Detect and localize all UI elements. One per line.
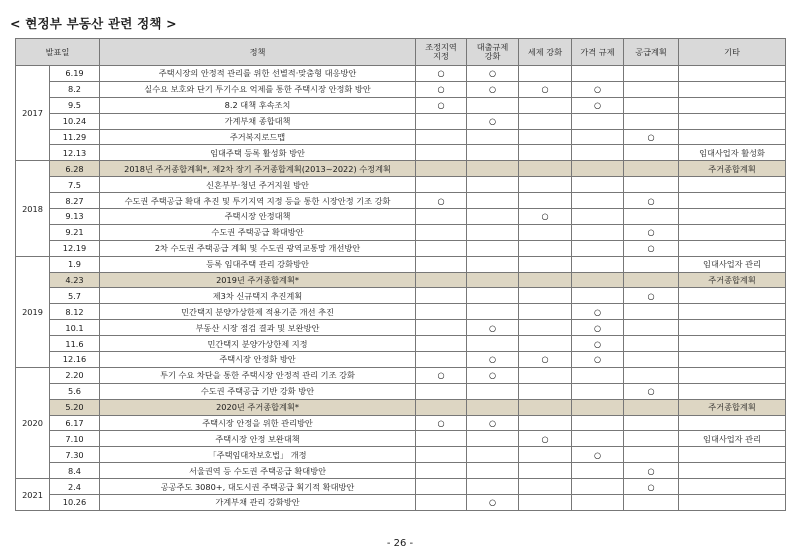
mark-loan-regulation: ○ [467, 113, 519, 129]
other-cell: 임대사업자 활성화 [679, 145, 786, 161]
mark-loan-regulation [467, 479, 519, 495]
table-row [16, 209, 786, 225]
policy-cell: 제3차 신규택지 추진계획 [100, 288, 416, 304]
table-row [16, 304, 786, 320]
date-cell: 10.1 [50, 320, 100, 336]
mark-loan-regulation: ○ [467, 367, 519, 383]
header-date: 발표일 [16, 39, 100, 66]
mark-price [572, 256, 624, 272]
mark-tax [519, 288, 572, 304]
policy-table [15, 38, 786, 511]
other-cell: 주거종합계획 [679, 161, 786, 177]
date-cell: 6.19 [50, 66, 100, 82]
mark-price [572, 177, 624, 193]
mark-tax [519, 447, 572, 463]
policy-cell: 주택시장 안정대책 [100, 209, 416, 225]
mark-loan-regulation [467, 193, 519, 209]
header-price: 가격 규제 [572, 39, 624, 66]
table-row [16, 288, 786, 304]
mark-loan-regulation [467, 240, 519, 256]
mark-tax [519, 495, 572, 511]
mark-adjust-area [416, 479, 467, 495]
policy-cell: 2018년 주거종합계획*, 제2차 장기 주거종합계획(2013~2022) 수정계획 [100, 161, 416, 177]
mark-loan-regulation: ○ [467, 66, 519, 82]
policy-cell: 8.2 대책 후속조치 [100, 97, 416, 113]
mark-supply [624, 66, 679, 82]
mark-supply [624, 352, 679, 368]
policy-cell: 가계부채 관리 강화방안 [100, 495, 416, 511]
mark-adjust-area [416, 431, 467, 447]
table-row [16, 431, 786, 447]
mark-adjust-area [416, 113, 467, 129]
table-row [16, 463, 786, 479]
date-cell: 12.13 [50, 145, 100, 161]
mark-price [572, 161, 624, 177]
mark-price [572, 209, 624, 225]
mark-tax [519, 97, 572, 113]
date-cell: 8.12 [50, 304, 100, 320]
mark-tax [519, 304, 572, 320]
mark-adjust-area [416, 336, 467, 352]
policy-cell: 신혼부부·청년 주거지원 방안 [100, 177, 416, 193]
policy-cell: 주거복지로드맵 [100, 129, 416, 145]
mark-price: ○ [572, 447, 624, 463]
other-cell [679, 320, 786, 336]
mark-loan-regulation: ○ [467, 415, 519, 431]
mark-loan-regulation [467, 383, 519, 399]
mark-tax [519, 240, 572, 256]
date-cell: 7.30 [50, 447, 100, 463]
mark-loan-regulation [467, 431, 519, 447]
date-cell: 5.6 [50, 383, 100, 399]
mark-supply: ○ [624, 224, 679, 240]
mark-adjust-area: ○ [416, 66, 467, 82]
other-cell [679, 81, 786, 97]
header-other: 기타 [679, 39, 786, 66]
mark-adjust-area [416, 352, 467, 368]
mark-supply [624, 367, 679, 383]
mark-adjust-area [416, 399, 467, 415]
mark-supply [624, 272, 679, 288]
mark-adjust-area [416, 240, 467, 256]
policy-cell: 주택시장 안정화 방안 [100, 352, 416, 368]
mark-supply [624, 81, 679, 97]
mark-supply: ○ [624, 479, 679, 495]
date-cell: 8.27 [50, 193, 100, 209]
year-cell: 2019 [16, 256, 50, 367]
mark-price [572, 431, 624, 447]
mark-supply [624, 161, 679, 177]
mark-adjust-area [416, 145, 467, 161]
year-cell: 2020 [16, 367, 50, 478]
other-cell [679, 129, 786, 145]
mark-price: ○ [572, 336, 624, 352]
table-row [16, 352, 786, 368]
policy-cell: 2019년 주거종합계획* [100, 272, 416, 288]
table-row [16, 129, 786, 145]
mark-adjust-area [416, 129, 467, 145]
policy-cell: 서울권역 등 수도권 주택공급 확대방안 [100, 463, 416, 479]
mark-price [572, 113, 624, 129]
date-cell: 2.4 [50, 479, 100, 495]
mark-adjust-area [416, 495, 467, 511]
other-cell: 임대사업자 관리 [679, 431, 786, 447]
mark-adjust-area: ○ [416, 193, 467, 209]
header-supply: 공급계획 [624, 39, 679, 66]
header-policy: 정책 [100, 39, 416, 66]
mark-price: ○ [572, 81, 624, 97]
mark-supply [624, 304, 679, 320]
date-cell: 12.16 [50, 352, 100, 368]
table-row [16, 495, 786, 511]
mark-tax [519, 463, 572, 479]
other-cell [679, 479, 786, 495]
other-cell [679, 463, 786, 479]
policy-cell: 주택시장의 안정적 관리를 위한 선별적·맞춤형 대응방안 [100, 66, 416, 82]
mark-adjust-area [416, 209, 467, 225]
mark-adjust-area [416, 256, 467, 272]
mark-tax [519, 66, 572, 82]
mark-tax [519, 224, 572, 240]
other-cell [679, 288, 786, 304]
mark-supply [624, 431, 679, 447]
mark-tax [519, 129, 572, 145]
policy-cell: 수도권 주택공급 확대방안 [100, 224, 416, 240]
table-row [16, 383, 786, 399]
mark-supply [624, 415, 679, 431]
date-cell: 12.19 [50, 240, 100, 256]
year-cell: 2017 [16, 66, 50, 161]
mark-loan-regulation [467, 256, 519, 272]
page-number: - 26 - [386, 538, 414, 549]
mark-price [572, 463, 624, 479]
mark-supply [624, 113, 679, 129]
table-row [16, 256, 786, 272]
mark-loan-regulation: ○ [467, 495, 519, 511]
date-cell: 7.10 [50, 431, 100, 447]
mark-adjust-area [416, 288, 467, 304]
mark-price: ○ [572, 97, 624, 113]
other-cell [679, 415, 786, 431]
mark-tax [519, 193, 572, 209]
mark-loan-regulation [467, 129, 519, 145]
other-cell [679, 113, 786, 129]
mark-supply [624, 145, 679, 161]
mark-supply [624, 320, 679, 336]
mark-adjust-area: ○ [416, 415, 467, 431]
table-row [16, 272, 786, 288]
date-cell: 1.9 [50, 256, 100, 272]
mark-adjust-area [416, 177, 467, 193]
mark-price [572, 495, 624, 511]
page-title: < 현정부 부동산 관련 정책 > [10, 16, 177, 31]
table-row [16, 97, 786, 113]
mark-price [572, 415, 624, 431]
other-cell: 임대사업자 관리 [679, 256, 786, 272]
policy-cell: 주택시장 안정 보완대책 [100, 431, 416, 447]
table-row [16, 113, 786, 129]
other-cell [679, 209, 786, 225]
mark-tax [519, 256, 572, 272]
other-cell [679, 66, 786, 82]
mark-adjust-area [416, 224, 467, 240]
table-row [16, 320, 786, 336]
mark-adjust-area [416, 447, 467, 463]
mark-loan-regulation [467, 161, 519, 177]
policy-cell: 민간택지 분양가상한제 지정 [100, 336, 416, 352]
mark-price: ○ [572, 352, 624, 368]
table-row [16, 336, 786, 352]
mark-tax: ○ [519, 209, 572, 225]
mark-tax [519, 320, 572, 336]
table-row [16, 161, 786, 177]
other-cell [679, 447, 786, 463]
table-row [16, 399, 786, 415]
mark-tax [519, 272, 572, 288]
mark-tax [519, 336, 572, 352]
mark-tax [519, 113, 572, 129]
mark-loan-regulation [467, 145, 519, 161]
other-cell [679, 97, 786, 113]
mark-price [572, 272, 624, 288]
table-row [16, 177, 786, 193]
table-row [16, 145, 786, 161]
mark-tax [519, 367, 572, 383]
mark-tax: ○ [519, 431, 572, 447]
mark-tax [519, 479, 572, 495]
mark-tax: ○ [519, 81, 572, 97]
mark-price [572, 145, 624, 161]
mark-loan-regulation: ○ [467, 352, 519, 368]
other-cell [679, 193, 786, 209]
date-cell: 8.4 [50, 463, 100, 479]
table-row [16, 240, 786, 256]
date-cell: 11.29 [50, 129, 100, 145]
policy-cell: 실수요 보호와 단기 투기수요 억제를 통한 주택시장 안정화 방안 [100, 81, 416, 97]
mark-supply: ○ [624, 288, 679, 304]
mark-tax [519, 399, 572, 415]
mark-adjust-area [416, 383, 467, 399]
date-cell: 6.28 [50, 161, 100, 177]
policy-cell: 임대주택 등록 활성화 방안 [100, 145, 416, 161]
date-cell: 5.7 [50, 288, 100, 304]
mark-adjust-area: ○ [416, 81, 467, 97]
date-cell: 7.5 [50, 177, 100, 193]
mark-tax [519, 177, 572, 193]
mark-supply [624, 447, 679, 463]
mark-price [572, 479, 624, 495]
table-row [16, 193, 786, 209]
mark-tax [519, 415, 572, 431]
date-cell: 10.26 [50, 495, 100, 511]
header-loan-regulation: 대출규제 강화 [467, 39, 519, 66]
year-cell: 2018 [16, 161, 50, 256]
year-cell: 2021 [16, 479, 50, 511]
mark-loan-regulation [467, 224, 519, 240]
policy-cell: 부동산 시장 점검 결과 및 보완방안 [100, 320, 416, 336]
header-adjust-area: 조정지역 지정 [416, 39, 467, 66]
table-row [16, 479, 786, 495]
mark-price [572, 367, 624, 383]
other-cell: 주거종합계획 [679, 399, 786, 415]
table-body [16, 66, 786, 511]
mark-adjust-area: ○ [416, 367, 467, 383]
mark-supply [624, 256, 679, 272]
mark-loan-regulation [467, 304, 519, 320]
mark-loan-regulation [467, 209, 519, 225]
other-cell [679, 495, 786, 511]
date-cell: 5.20 [50, 399, 100, 415]
mark-price: ○ [572, 320, 624, 336]
other-cell [679, 304, 786, 320]
other-cell [679, 224, 786, 240]
mark-adjust-area: ○ [416, 97, 467, 113]
mark-supply: ○ [624, 463, 679, 479]
table-row [16, 81, 786, 97]
table-row [16, 447, 786, 463]
mark-price [572, 399, 624, 415]
mark-loan-regulation: ○ [467, 81, 519, 97]
mark-tax [519, 161, 572, 177]
date-cell: 9.21 [50, 224, 100, 240]
policy-cell: 등록 임대주택 관리 강화방안 [100, 256, 416, 272]
other-cell [679, 383, 786, 399]
mark-loan-regulation [467, 177, 519, 193]
policy-cell: 수도권 주택공급 확대 추진 및 투기지역 지정 등을 통한 시장안정 기조 강화 [100, 193, 416, 209]
policy-cell: 투기 수요 차단을 통한 주택시장 안정적 관리 기조 강화 [100, 367, 416, 383]
date-cell: 11.6 [50, 336, 100, 352]
mark-loan-regulation [467, 272, 519, 288]
mark-supply: ○ [624, 383, 679, 399]
mark-price: ○ [572, 304, 624, 320]
mark-supply [624, 495, 679, 511]
mark-tax [519, 383, 572, 399]
mark-supply [624, 209, 679, 225]
mark-supply [624, 399, 679, 415]
mark-loan-regulation [467, 463, 519, 479]
mark-adjust-area [416, 161, 467, 177]
date-cell: 10.24 [50, 113, 100, 129]
mark-adjust-area [416, 272, 467, 288]
date-cell: 4.23 [50, 272, 100, 288]
mark-loan-regulation [467, 288, 519, 304]
mark-loan-regulation: ○ [467, 320, 519, 336]
mark-price [572, 193, 624, 209]
date-cell: 8.2 [50, 81, 100, 97]
policy-cell: 2020년 주거종합계획* [100, 399, 416, 415]
mark-price [572, 383, 624, 399]
other-cell [679, 240, 786, 256]
date-cell: 6.17 [50, 415, 100, 431]
date-cell: 9.5 [50, 97, 100, 113]
mark-price [572, 129, 624, 145]
policy-cell: 2차 수도권 주택공급 계획 및 수도권 광역교통망 개선방안 [100, 240, 416, 256]
table-row [16, 66, 786, 82]
other-cell [679, 352, 786, 368]
table-header-row [16, 39, 786, 66]
table-row [16, 224, 786, 240]
mark-price [572, 66, 624, 82]
date-cell: 9.13 [50, 209, 100, 225]
mark-supply: ○ [624, 193, 679, 209]
mark-supply: ○ [624, 129, 679, 145]
policy-cell: 주택시장 안정을 위한 관리방안 [100, 415, 416, 431]
policy-cell: 공공주도 3080+, 대도시권 주택공급 획기적 확대방안 [100, 479, 416, 495]
mark-adjust-area [416, 304, 467, 320]
mark-adjust-area [416, 320, 467, 336]
mark-loan-regulation [467, 336, 519, 352]
mark-supply [624, 177, 679, 193]
header-tax: 세제 강화 [519, 39, 572, 66]
mark-supply: ○ [624, 240, 679, 256]
mark-tax [519, 145, 572, 161]
table-row [16, 415, 786, 431]
other-cell [679, 336, 786, 352]
mark-price [572, 224, 624, 240]
other-cell [679, 177, 786, 193]
table-row [16, 367, 786, 383]
other-cell: 주거종합계획 [679, 272, 786, 288]
other-cell [679, 367, 786, 383]
mark-adjust-area [416, 463, 467, 479]
policy-cell: 「주택임대차보호법」 개정 [100, 447, 416, 463]
mark-loan-regulation [467, 447, 519, 463]
mark-loan-regulation [467, 97, 519, 113]
policy-cell: 가계부채 종합대책 [100, 113, 416, 129]
mark-loan-regulation [467, 399, 519, 415]
date-cell: 2.20 [50, 367, 100, 383]
mark-supply [624, 336, 679, 352]
mark-supply [624, 97, 679, 113]
mark-tax: ○ [519, 352, 572, 368]
mark-price [572, 240, 624, 256]
policy-cell: 민간택지 분양가상한제 적용기준 개선 추진 [100, 304, 416, 320]
mark-price [572, 288, 624, 304]
policy-cell: 수도권 주택공급 기반 강화 방안 [100, 383, 416, 399]
